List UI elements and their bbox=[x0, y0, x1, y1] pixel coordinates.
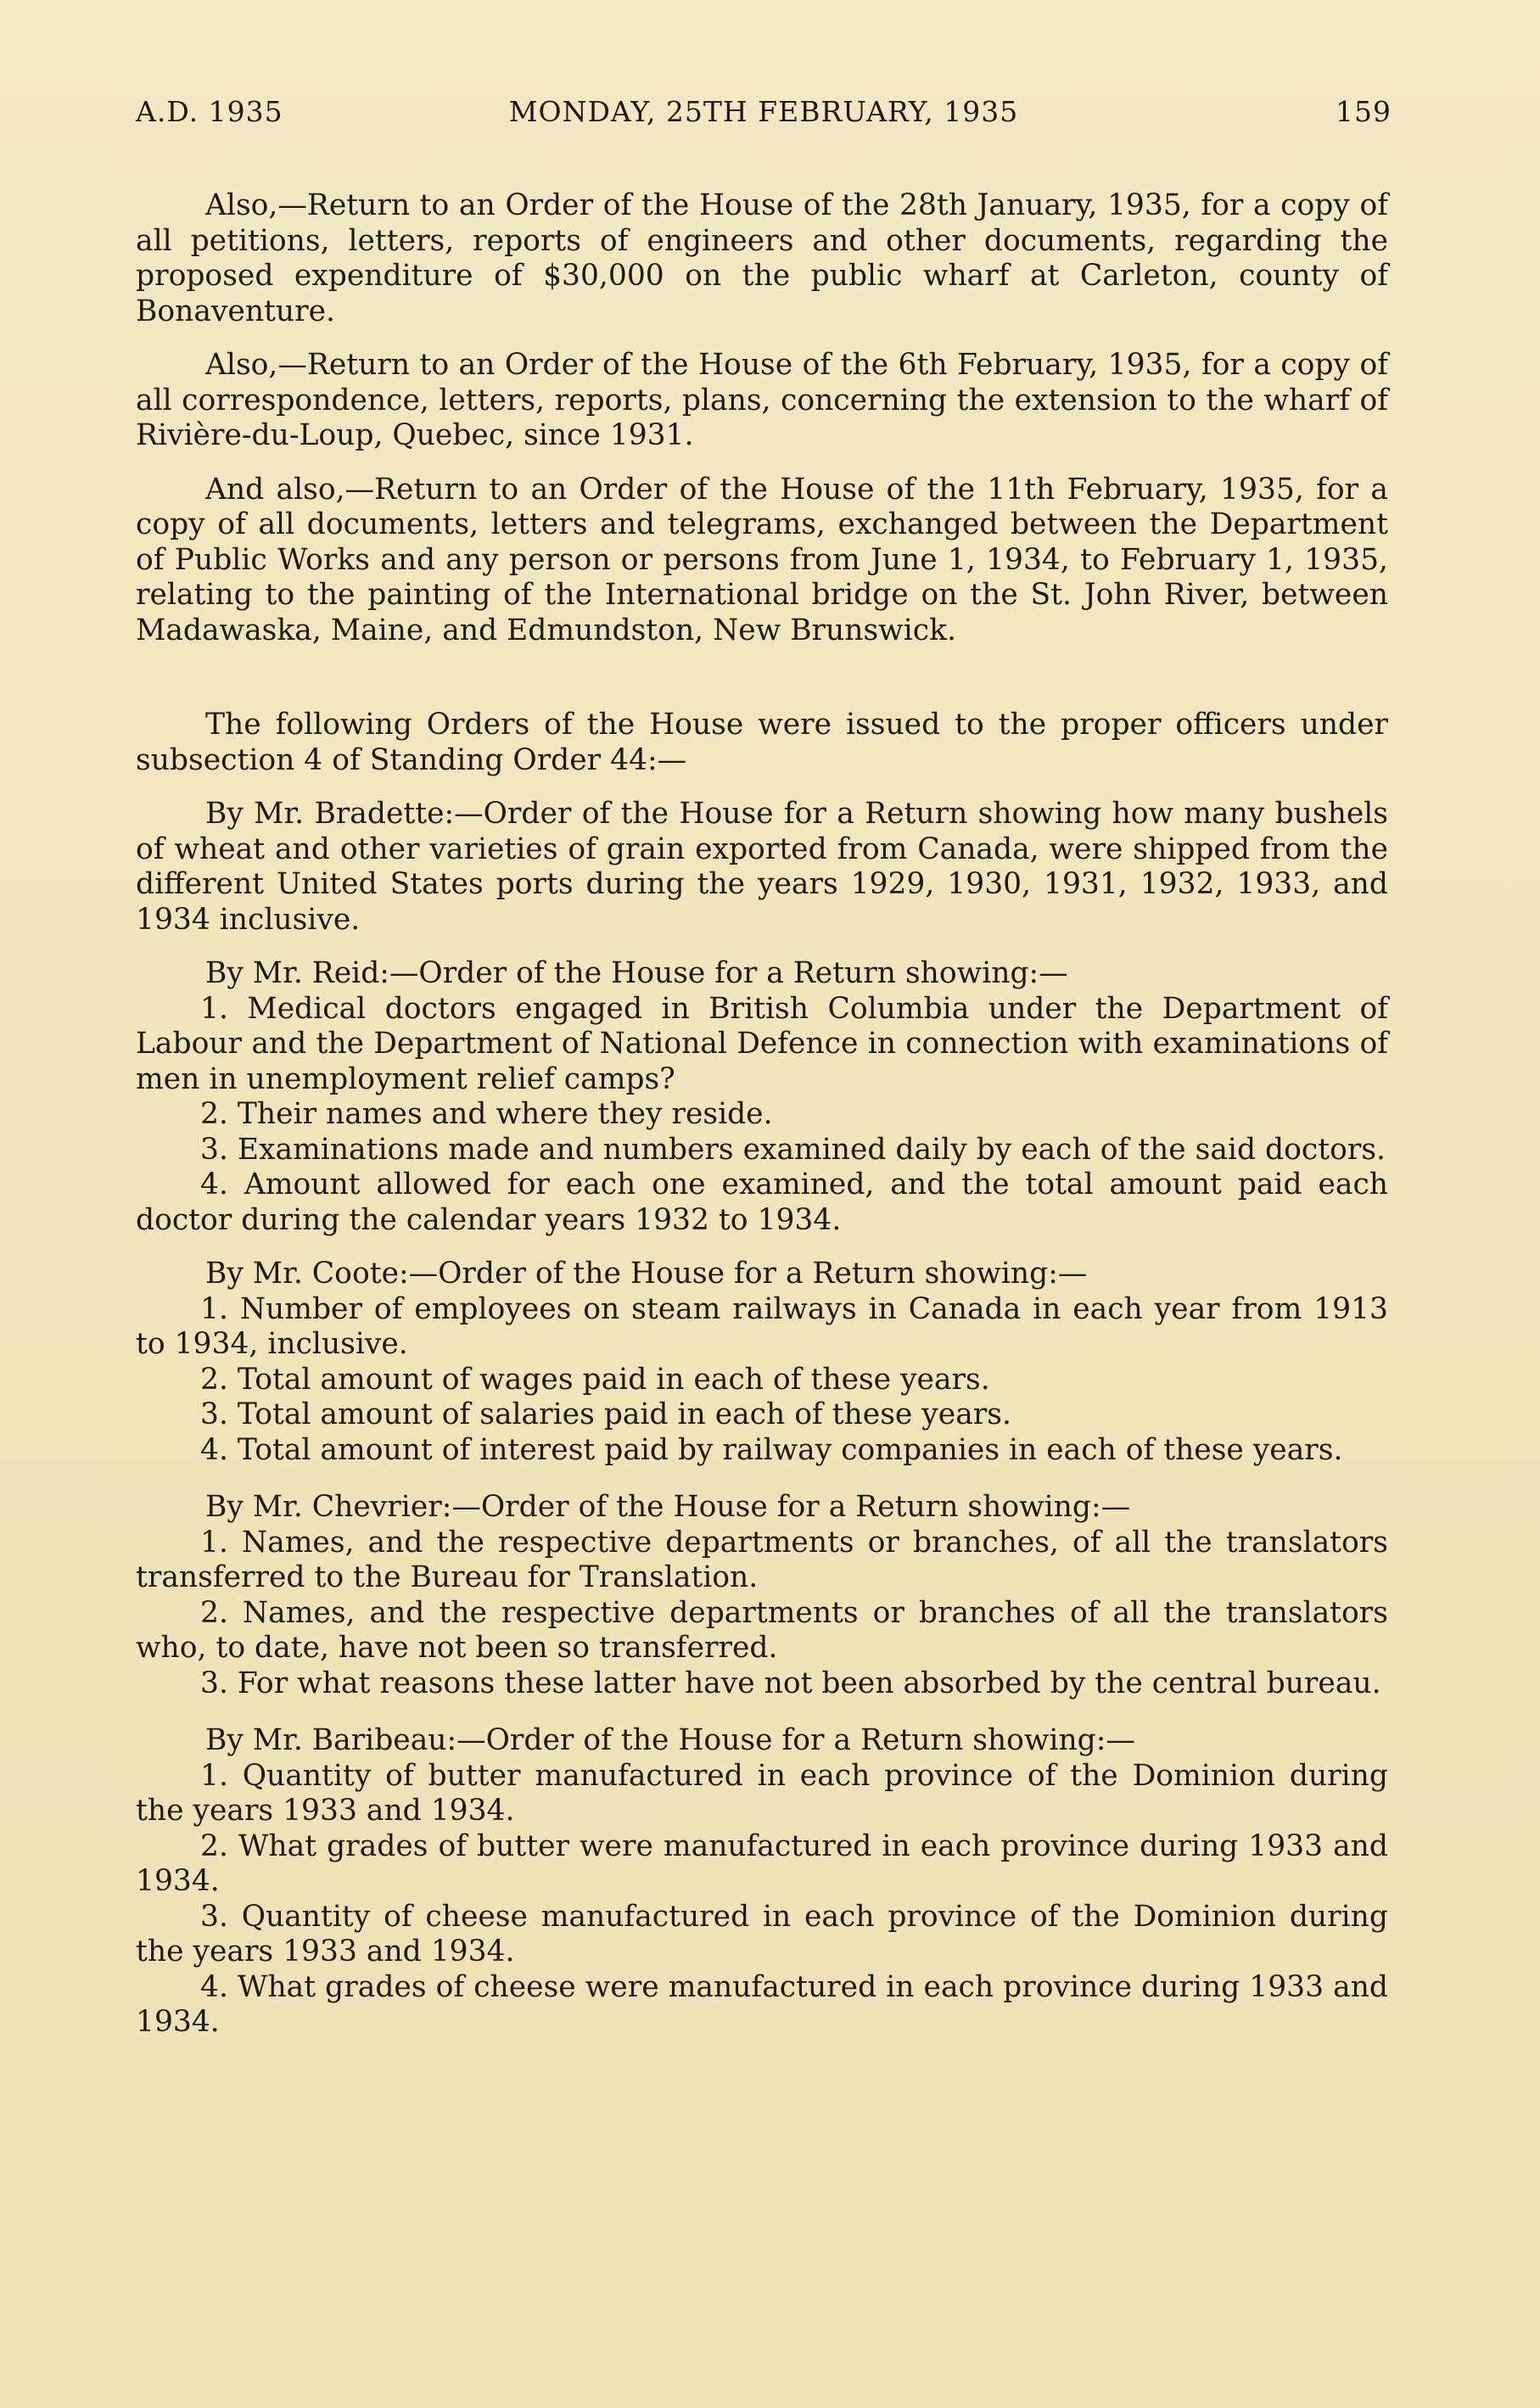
order-item: 2. Their names and where they reside. bbox=[200, 1097, 773, 1131]
header-year: A.D. 1935 bbox=[136, 95, 283, 128]
order-chevrier-intro: By Mr. Chevrier:—Order of the House for a Return showing:— bbox=[205, 1490, 1131, 1524]
orders-intro: The following Orders of the House were issued to the proper officers under subsection 4 of Standing Order 44:— bbox=[136, 708, 1388, 777]
order-item: 2. Names, and the respective departments or branches of all the translators who, to date, have not been so transferred. bbox=[136, 1595, 1388, 1665]
order-item: 2. What grades of butter were manufactured in each province during 1933 and 1934. bbox=[136, 1828, 1388, 1898]
order-item: 1. Quantity of butter manufactured in each province of the Dominion during the years 1933 and 1934. bbox=[136, 1758, 1388, 1828]
page-number: 159 bbox=[1336, 95, 1392, 128]
order-item: 4. What grades of cheese were manufactured in each province during 1933 and 1934. bbox=[136, 1969, 1388, 2039]
order-item: 1. Names, and the respective departments or branches, of all the translators transferred to the Bureau for Translation. bbox=[136, 1525, 1388, 1594]
order-item: 3. Total amount of salaries paid in each of these years. bbox=[200, 1397, 1011, 1431]
page-header bbox=[136, 95, 1392, 146]
order-item: 3. For what reasons these latter have not been absorbed by the central bureau. bbox=[200, 1666, 1381, 1700]
order-item: 3. Quantity of cheese manufactured in each province of the Dominion during the years 1933 and 1934. bbox=[136, 1899, 1388, 1968]
return-paragraph: Also,—Return to an Order of the House of the 28th January, 1935, for a copy of all petitions, letters, reports of engineers and other documents, regarding the proposed expenditure of $30,000 on the public wharf at Carleton, county of Bonaventure. bbox=[136, 188, 1388, 328]
header-date: MONDAY, 25TH FEBRUARY, 1935 bbox=[508, 95, 1019, 128]
order-coote-intro: By Mr. Coote:—Order of the House for a Return showing:— bbox=[205, 1257, 1088, 1291]
page-body bbox=[136, 188, 1388, 2041]
order-bradette: By Mr. Bradette:—Order of the House for a Return showing how many bushels of wheat and other varieties of grain exported from Canada, were shipped from the different United States ports during the years 1929, 1930, 1931, 1932, 1933, and 1934 inclusive. bbox=[136, 797, 1388, 937]
order-item: 1. Number of employees on steam railways in Canada in each year from 1913 to 1934, inclusive. bbox=[136, 1291, 1388, 1361]
order-item: 4. Amount allowed for each one examined, and the total amount paid each doctor during the calendar years 1932 to 1934. bbox=[136, 1168, 1388, 1237]
return-paragraph: Also,—Return to an Order of the House of the 6th February, 1935, for a copy of all correspondence, letters, reports, plans, concerning the extension to the wharf of Rivière-du-Loup, Quebec, since 1931. bbox=[136, 348, 1388, 452]
return-paragraph: And also,—Return to an Order of the House of the 11th February, 1935, for a copy of all documents, letters and telegrams, exchanged between the Department of Public Works and any person or persons from June 1, 1934, to February 1, 1935, relating to the painting of the International bridge on the St. John River, between Madawaska, Maine, and Edmundston, New Brunswick. bbox=[136, 472, 1388, 647]
order-item: 3. Examinations made and numbers examined daily by each of the said doctors. bbox=[200, 1132, 1386, 1167]
order-reid-intro: By Mr. Reid:—Order of the House for a Return showing:— bbox=[205, 956, 1068, 990]
order-baribeau-intro: By Mr. Baribeau:—Order of the House for a Return showing:— bbox=[205, 1723, 1135, 1757]
order-item: 2. Total amount of wages paid in each of these years. bbox=[200, 1362, 990, 1397]
order-item: 1. Medical doctors engaged in British Columbia under the Department of Labour and the Department of National Defence in connection with examinations of men in unemployment relief camps? bbox=[136, 991, 1388, 1096]
order-item: 4. Total amount of interest paid by railway companies in each of these years. bbox=[200, 1432, 1343, 1467]
